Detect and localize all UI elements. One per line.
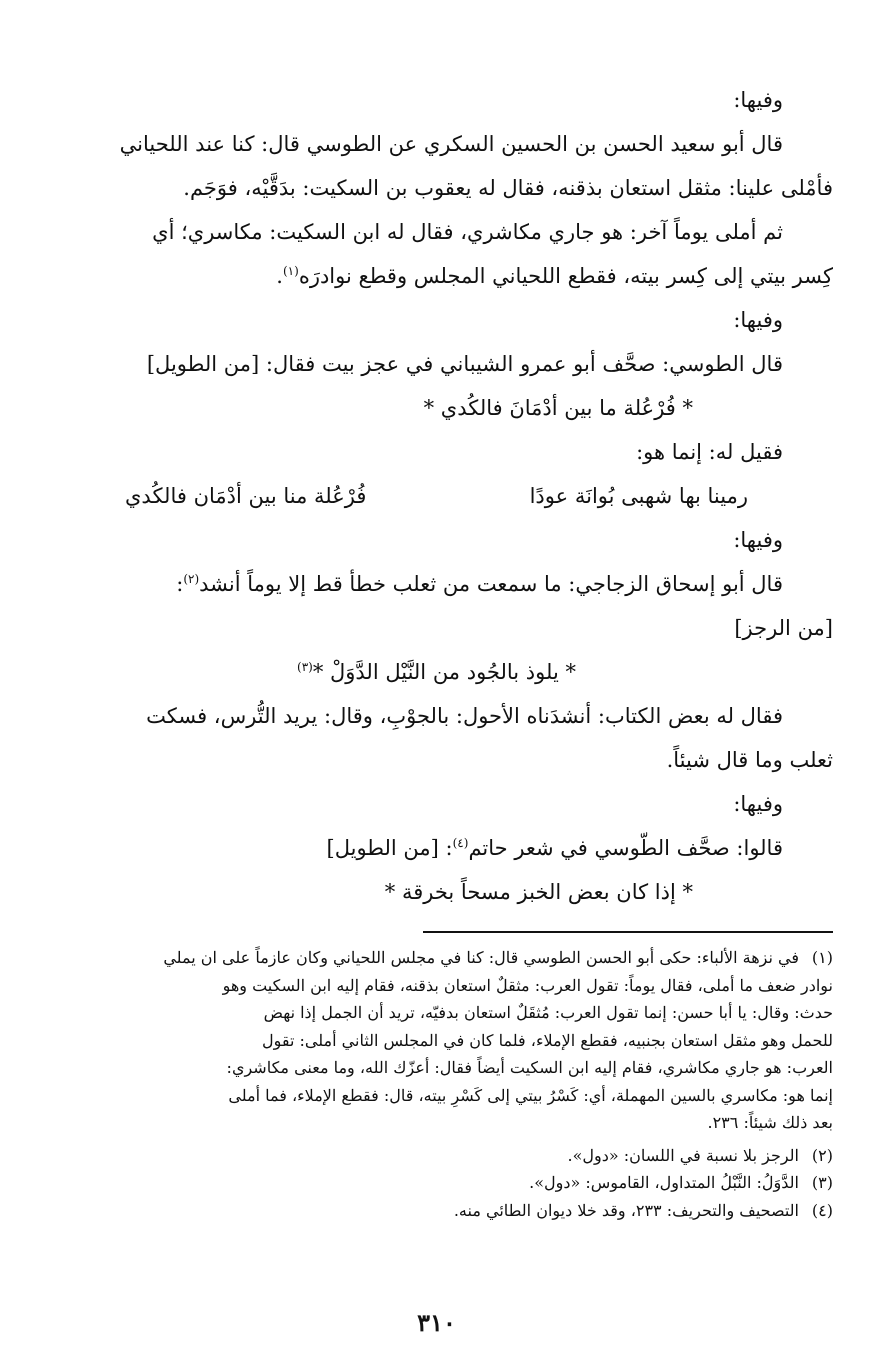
section-label: وفيها:	[733, 88, 783, 112]
verse-second-hemistich: فُرْعُلة منا بين أدْمَان فالكُدي	[125, 484, 367, 508]
meter-label: [من الرجز]	[734, 616, 833, 640]
text-line: قال أبو إسحاق الزجاجي: ما سمعت من ثعلب خطأ قط إلا يوماً أنشد$^{(٢)}$:	[176, 572, 783, 596]
main-text	[40, 78, 833, 914]
text-line	[40, 342, 833, 386]
page-number: ٣١٠	[417, 1308, 456, 1337]
text-line: قال أبو سعيد الحسن بن الحسين السكري عن الطوسي قال: كنا عند اللحياني	[119, 132, 783, 156]
footnote-1	[40, 944, 833, 1137]
footnote-ref[interactable]: (٢)	[183, 572, 200, 586]
text-line: فقال له بعض الكتاب: أنشدَناه الأحول: بالجوْبِ، وقال: يريد التُّرس، فسكت	[146, 704, 783, 728]
text-line: فقيل له: إنما هو:	[636, 440, 783, 464]
footnote-ref[interactable]: (٤)	[452, 836, 469, 850]
footnote-text: التصحيف والتحريف: ٢٣٣، وقد خلا ديوان الطائي منه.	[453, 1200, 799, 1220]
footnote-number: (٢)	[811, 1145, 833, 1165]
footnote-line: للحمل وهو مثقل استعان بجنبيه، فقطع الإملاء، فلما كان في المجلس الثاني أملى: تقول	[262, 1030, 833, 1050]
footnote-3	[40, 1169, 833, 1197]
footnote-4	[40, 1197, 833, 1225]
meter-label: : [من الطويل]	[326, 836, 453, 860]
footnote-divider	[423, 931, 833, 933]
section-label: وفيها:	[733, 528, 783, 552]
footnote-text: الرجز بلا نسبة في اللسان: «دول».	[567, 1145, 799, 1165]
paragraph-hatim	[40, 826, 833, 914]
text-line: كِسر بيتي إلى كِسر بيته، فقطع اللحياني المجلس وقطع نوادرَه$^{(١)}$.	[276, 264, 833, 288]
text-segment: قالوا: صحَّف الطّوسي في شعر حاتم	[468, 836, 783, 860]
verse-hemistich: * فُرْعُلة ما بين أدْمَانَ فالكُدي *	[423, 396, 693, 420]
footnote-line	[40, 944, 833, 972]
footnote-ref[interactable]: (٣)	[297, 660, 313, 674]
footnote-line: بعد ذلك شيئاً: ٢٣٦.	[707, 1113, 833, 1132]
text-line: فأمْلى علينا: مثقل استعان بذقنه، فقال له يعقوب بن السكيت: بدَقَّيْه، فوَجَم.	[183, 176, 833, 200]
section-label: وفيها:	[733, 308, 783, 332]
footnote-number: (١)	[811, 948, 833, 967]
text-segment: قال الطوسي: صحَّف أبو عمرو الشيباني في عجز بيت فقال:	[265, 352, 783, 376]
text-segment: كِسر بيتي إلى كِسر بيته، فقطع اللحياني المجلس وقطع نوادرَه	[298, 264, 833, 288]
text-line	[40, 826, 833, 870]
paragraph-ibn-sikkit	[40, 210, 833, 298]
paragraph-sukkari	[40, 122, 833, 210]
footnote-number: (٤)	[811, 1200, 833, 1220]
verse-couplet	[40, 474, 833, 518]
text-line: ثعلب وما قال شيئاً.	[666, 748, 833, 772]
paragraph-zajjaji	[40, 562, 833, 694]
footnote-number: (٣)	[811, 1173, 833, 1192]
paragraph-shaybani	[40, 342, 833, 430]
footnotes	[40, 944, 833, 1224]
footnote-text: الدَّوَلُ: النَّبْلُ المتداول، القاموس: «دول».	[529, 1173, 799, 1192]
footnote-line: نوادر ضعف ما أملى، فقال يوماً: تقول العرب: مثقلٌ استعان بذقنه، فقام إليه ابن السكيت وهو	[222, 975, 833, 995]
meter-label: [من الطويل]	[146, 352, 260, 376]
verse-hemistich: * إذا كان بعض الخبز مسحاً بخرقة *	[384, 880, 693, 904]
text-line: ثم أملى يوماً آخر: هو جاري مكاشري، فقال له ابن السكيت: مكاسري؛ أي	[152, 220, 783, 244]
paragraph-katib	[40, 694, 833, 782]
footnote-ref[interactable]: (١)	[282, 264, 299, 278]
verse-hemistich	[40, 650, 833, 694]
text-segment: قال أبو إسحاق الزجاجي: ما سمعت من ثعلب خطأ قط إلا يوماً أنشد	[199, 572, 783, 596]
footnote-line: إنما هو: مكاسري بالسين المهملة، أي: كَسْرُ بيتي إلى كَسْرِ بيته، قال: فقطع الإملاء، فما أملى	[228, 1085, 833, 1105]
section-label: وفيها:	[733, 792, 783, 816]
footnote-line: حدث: وقال: يا أبا حسن: إنما تقول العرب: مُثقَلٌ استعان بدفيّه، تريد أن الجمل إذا نهض	[263, 1003, 833, 1022]
footnote-2	[40, 1142, 833, 1170]
footnote-line: العرب: هو جاري مكاشري، فقام إليه ابن السكيت أيضاً فقال: أعزّك الله، وما معنى مكاشري:	[226, 1058, 833, 1077]
verse-text: * يلوذ بالجُود من النَّيْل الدَّوَلْ *	[312, 660, 576, 684]
verse-first-hemistich: رمينا بها شهبى بُوانَة عودًا	[529, 484, 748, 508]
footnote-text: في نزهة الألباء: حكى أبو الحسن الطوسي قال: كنا في مجلس اللحياني وكان عازماً على ان يملي	[163, 948, 799, 967]
